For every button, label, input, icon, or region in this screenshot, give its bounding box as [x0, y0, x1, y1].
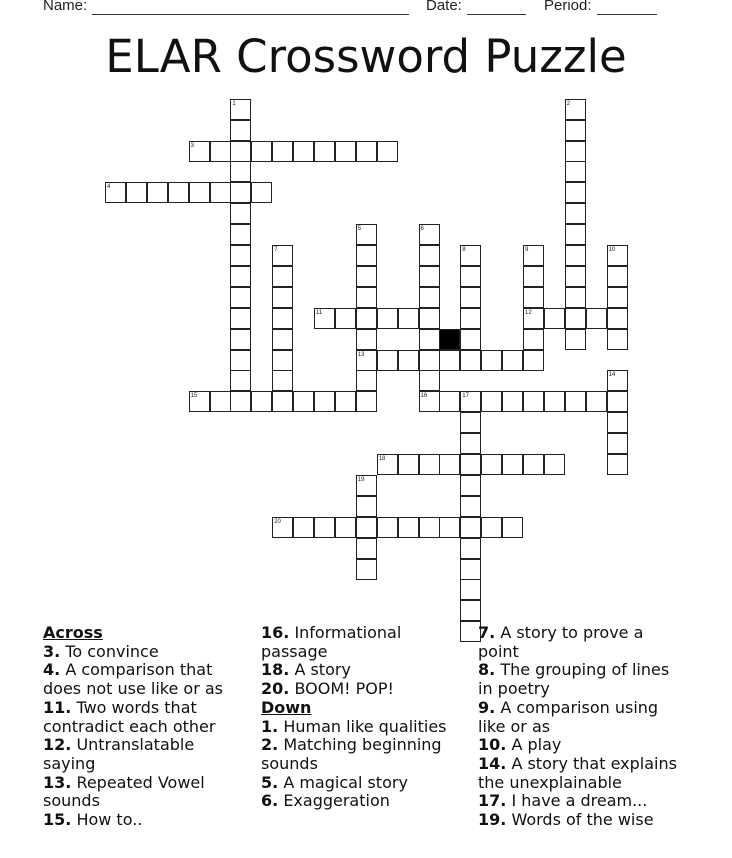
clue-number-11: 11 [316, 309, 323, 316]
grid-cell[interactable] [460, 350, 481, 371]
grid-cell[interactable] [607, 370, 628, 391]
clue-across-4: 4. A comparison that does not use like or as [43, 660, 224, 699]
grid-cell[interactable] [439, 391, 460, 412]
clue-across-3: 3. To convince [43, 641, 159, 661]
clue-number-5: 5 [357, 226, 362, 233]
grid-cell[interactable] [356, 266, 377, 287]
grid-cell[interactable] [210, 391, 231, 412]
clue-number-3: 3 [190, 142, 194, 149]
grid-cell[interactable] [544, 391, 565, 412]
clue-across-13: 13. Repeated Vowel sounds [43, 772, 205, 811]
grid-cell[interactable] [210, 141, 231, 162]
grid-cell[interactable] [502, 454, 523, 475]
clue-across-20: 20. BOOM! POP! [261, 679, 394, 699]
grid-cell[interactable] [251, 182, 272, 203]
clue-number-18: 18 [378, 456, 386, 462]
grid-cell[interactable] [230, 370, 251, 391]
grid-cell[interactable] [565, 161, 586, 182]
grid-cell[interactable] [377, 454, 398, 475]
grid-cell[interactable] [419, 517, 440, 538]
grid-cell[interactable] [189, 182, 210, 203]
clue-across-16: 16. Informational passage [261, 623, 402, 661]
clue-number-7: 7 [274, 247, 278, 253]
grid-cell[interactable] [565, 308, 586, 329]
grid-cell[interactable] [377, 517, 398, 538]
grid-cell[interactable] [565, 99, 586, 120]
clue-down-7: 7. A story to prove a point [478, 623, 644, 661]
grid-cell[interactable] [565, 203, 586, 224]
grid-cell[interactable] [565, 141, 586, 162]
grid-cell[interactable] [460, 412, 481, 433]
grid-cell[interactable] [607, 454, 628, 475]
grid-cell[interactable] [230, 350, 251, 371]
grid-cell[interactable] [523, 245, 544, 266]
page-title: ELAR Crossword Puzzle [105, 30, 627, 83]
grid-cell[interactable] [335, 141, 356, 162]
grid-cell[interactable] [356, 287, 377, 308]
grid-cell[interactable] [230, 224, 251, 245]
across-heading: Across [43, 623, 103, 642]
grid-cell[interactable] [502, 350, 523, 371]
grid-cell[interactable] [460, 266, 481, 287]
grid-cell[interactable] [419, 224, 440, 245]
grid-cell[interactable] [460, 579, 481, 600]
clue-down-9: 9. A comparison using like or as [478, 697, 659, 736]
grid-cell[interactable] [607, 391, 628, 412]
clue-number-17: 17 [462, 393, 469, 400]
grid-cell[interactable] [230, 120, 251, 141]
grid-cell[interactable] [356, 350, 377, 371]
grid-cell[interactable] [105, 182, 126, 203]
grid-cell[interactable] [293, 391, 314, 412]
clue-down-14: 14. A story that explains the unexplainable [478, 753, 677, 792]
grid-cell[interactable] [439, 350, 460, 371]
grid-cell[interactable] [502, 391, 523, 412]
grid-cell[interactable] [210, 182, 231, 203]
grid-cell[interactable] [523, 391, 544, 412]
period-label: Period: [544, 0, 592, 14]
grid-cell[interactable] [272, 308, 293, 329]
grid-cell[interactable] [419, 454, 440, 475]
grid-cell[interactable] [460, 245, 481, 266]
grid-cell[interactable] [168, 182, 189, 203]
grid-cell[interactable] [523, 350, 544, 371]
grid-cell[interactable] [565, 120, 586, 141]
grid-cell[interactable] [460, 600, 481, 621]
grid-cell[interactable] [314, 391, 335, 412]
grid-cell[interactable] [419, 391, 440, 412]
clue-column-3 [478, 624, 688, 830]
grid-cell[interactable] [419, 350, 440, 371]
grid-cell[interactable] [377, 141, 398, 162]
grid-cell[interactable] [272, 370, 293, 391]
grid-cell[interactable] [460, 475, 481, 496]
grid-cell[interactable] [523, 454, 544, 475]
grid-cell[interactable] [460, 517, 481, 538]
clue-number-4: 4 [107, 184, 111, 191]
clue-column-2 [261, 624, 466, 811]
clue-across-18: 18. A story [261, 660, 351, 680]
grid-cell[interactable] [335, 517, 356, 538]
grid-cell[interactable] [586, 308, 607, 329]
clue-down-19: 19. Words of the wise [478, 810, 654, 830]
clue-down-5: 5. A magical story [261, 772, 408, 792]
grid-cell[interactable] [481, 350, 502, 371]
clue-down-17: 17. I have a dream... [478, 791, 648, 811]
grid-cell[interactable] [356, 559, 377, 580]
grid-cell[interactable] [356, 538, 377, 559]
clue-number-20: 20 [274, 518, 281, 525]
clue-number-9: 9 [525, 247, 529, 253]
clue-number-19: 19 [357, 476, 365, 483]
black-cell [439, 329, 460, 350]
clue-down-10: 10. A play [478, 735, 562, 755]
clue-number-13: 13 [357, 351, 365, 358]
clue-across-11: 11. Two words that contradict each other [43, 697, 216, 736]
grid-cell[interactable] [272, 350, 293, 371]
grid-cell[interactable] [565, 287, 586, 308]
clue-number-14: 14 [608, 372, 616, 379]
grid-cell[interactable] [460, 433, 481, 454]
grid-cell[interactable] [230, 161, 251, 182]
grid-cell[interactable] [230, 203, 251, 224]
down-heading: Down [261, 697, 312, 717]
grid-cell[interactable] [356, 496, 377, 517]
grid-cell[interactable] [272, 141, 293, 162]
clue-down-8: 8. The grouping of lines in poetry [478, 660, 670, 699]
grid-cell[interactable] [607, 245, 628, 266]
grid-cell[interactable] [377, 350, 398, 371]
grid-cell[interactable] [419, 245, 440, 266]
clue-number-2: 2 [566, 100, 571, 107]
grid-cell[interactable] [272, 287, 293, 308]
grid-cell[interactable] [439, 517, 460, 538]
grid-cell[interactable] [419, 370, 440, 391]
grid-cell[interactable] [356, 475, 377, 496]
grid-cell[interactable] [293, 517, 314, 538]
grid-cell[interactable] [460, 329, 481, 350]
grid-cell[interactable] [230, 329, 251, 350]
grid-cell[interactable] [230, 141, 251, 162]
grid-cell[interactable] [523, 266, 544, 287]
grid-cell[interactable] [481, 454, 502, 475]
grid-cell[interactable] [230, 182, 251, 203]
grid-cell[interactable] [377, 308, 398, 329]
clue-column-1 [43, 624, 248, 830]
grid-cell[interactable] [314, 308, 335, 329]
grid-cell[interactable] [565, 182, 586, 203]
grid-cell[interactable] [419, 308, 440, 329]
grid-cell[interactable] [523, 287, 544, 308]
grid-cell[interactable] [272, 517, 293, 538]
grid-cell[interactable] [314, 141, 335, 162]
grid-cell[interactable] [272, 245, 293, 266]
grid-cell[interactable] [356, 391, 377, 412]
grid-cell[interactable] [398, 308, 419, 329]
grid-cell[interactable] [189, 391, 210, 412]
grid-cell[interactable] [419, 287, 440, 308]
clue-down-2: 2. Matching beginning sounds [261, 735, 442, 773]
grid-cell[interactable] [607, 412, 628, 433]
clue-number-16: 16 [420, 393, 428, 400]
clue-across-15: 15. How to.. [43, 810, 143, 830]
clue-across-12: 12. Untranslatable saying [43, 735, 195, 773]
grid-cell[interactable] [398, 350, 419, 371]
grid-cell[interactable] [230, 391, 251, 412]
clue-down-1: 1. Human like qualities [261, 716, 447, 736]
clue-number-12: 12 [525, 309, 532, 316]
grid-cell[interactable] [419, 329, 440, 350]
grid-cell[interactable] [565, 245, 586, 266]
grid-cell[interactable] [544, 454, 565, 475]
grid-cell[interactable] [460, 287, 481, 308]
grid-cell[interactable] [419, 266, 440, 287]
grid-cell[interactable] [460, 538, 481, 559]
grid-cell[interactable] [356, 370, 377, 391]
grid-cell[interactable] [607, 329, 628, 350]
grid-cell[interactable] [439, 454, 460, 475]
grid-cell[interactable] [565, 224, 586, 245]
grid-cell[interactable] [356, 141, 377, 162]
grid-cell[interactable] [523, 308, 544, 329]
grid-cell[interactable] [314, 517, 335, 538]
grid-cell[interactable] [230, 287, 251, 308]
grid-cell[interactable] [230, 266, 251, 287]
grid-cell[interactable] [356, 517, 377, 538]
grid-cell[interactable] [230, 308, 251, 329]
date-label: Date: [426, 0, 462, 14]
grid-cell[interactable] [460, 559, 481, 580]
grid-cell[interactable] [189, 141, 210, 162]
grid-cell[interactable] [335, 308, 356, 329]
grid-cell[interactable] [356, 329, 377, 350]
grid-cell[interactable] [544, 308, 565, 329]
grid-cell[interactable] [251, 141, 272, 162]
grid-cell[interactable] [523, 329, 544, 350]
grid-cell[interactable] [460, 454, 481, 475]
grid-cell[interactable] [460, 308, 481, 329]
clue-number-8: 8 [462, 247, 466, 253]
grid-cell[interactable] [230, 99, 251, 120]
grid-cell[interactable] [460, 391, 481, 412]
clue-number-1: 1 [232, 100, 236, 107]
grid-cell[interactable] [607, 308, 628, 329]
grid-cell[interactable] [565, 329, 586, 350]
grid-cell[interactable] [502, 517, 523, 538]
grid-cell[interactable] [565, 391, 586, 412]
grid-cell[interactable] [356, 308, 377, 329]
grid-cell[interactable] [272, 391, 293, 412]
grid-cell[interactable] [607, 287, 628, 308]
grid-cell[interactable] [272, 266, 293, 287]
grid-cell[interactable] [335, 391, 356, 412]
clue-number-6: 6 [420, 226, 424, 233]
grid-cell[interactable] [607, 433, 628, 454]
grid-cell[interactable] [251, 391, 272, 412]
grid-cell[interactable] [398, 517, 419, 538]
grid-cell[interactable] [272, 329, 293, 350]
grid-cell[interactable] [460, 496, 481, 517]
grid-cell[interactable] [481, 391, 502, 412]
name-label: Name: [43, 0, 88, 14]
clue-number-15: 15 [190, 393, 198, 400]
grid-cell[interactable] [147, 182, 168, 203]
grid-cell[interactable] [586, 391, 607, 412]
grid-cell[interactable] [481, 517, 502, 538]
grid-cell[interactable] [607, 266, 628, 287]
grid-cell[interactable] [230, 245, 251, 266]
clue-down-6: 6. Exaggeration [261, 791, 390, 811]
grid-cell[interactable] [565, 266, 586, 287]
grid-cell[interactable] [293, 141, 314, 162]
grid-cell[interactable] [356, 224, 377, 245]
grid-cell[interactable] [356, 245, 377, 266]
grid-cell[interactable] [126, 182, 147, 203]
clue-number-10: 10 [608, 247, 616, 253]
grid-cell[interactable] [398, 454, 419, 475]
